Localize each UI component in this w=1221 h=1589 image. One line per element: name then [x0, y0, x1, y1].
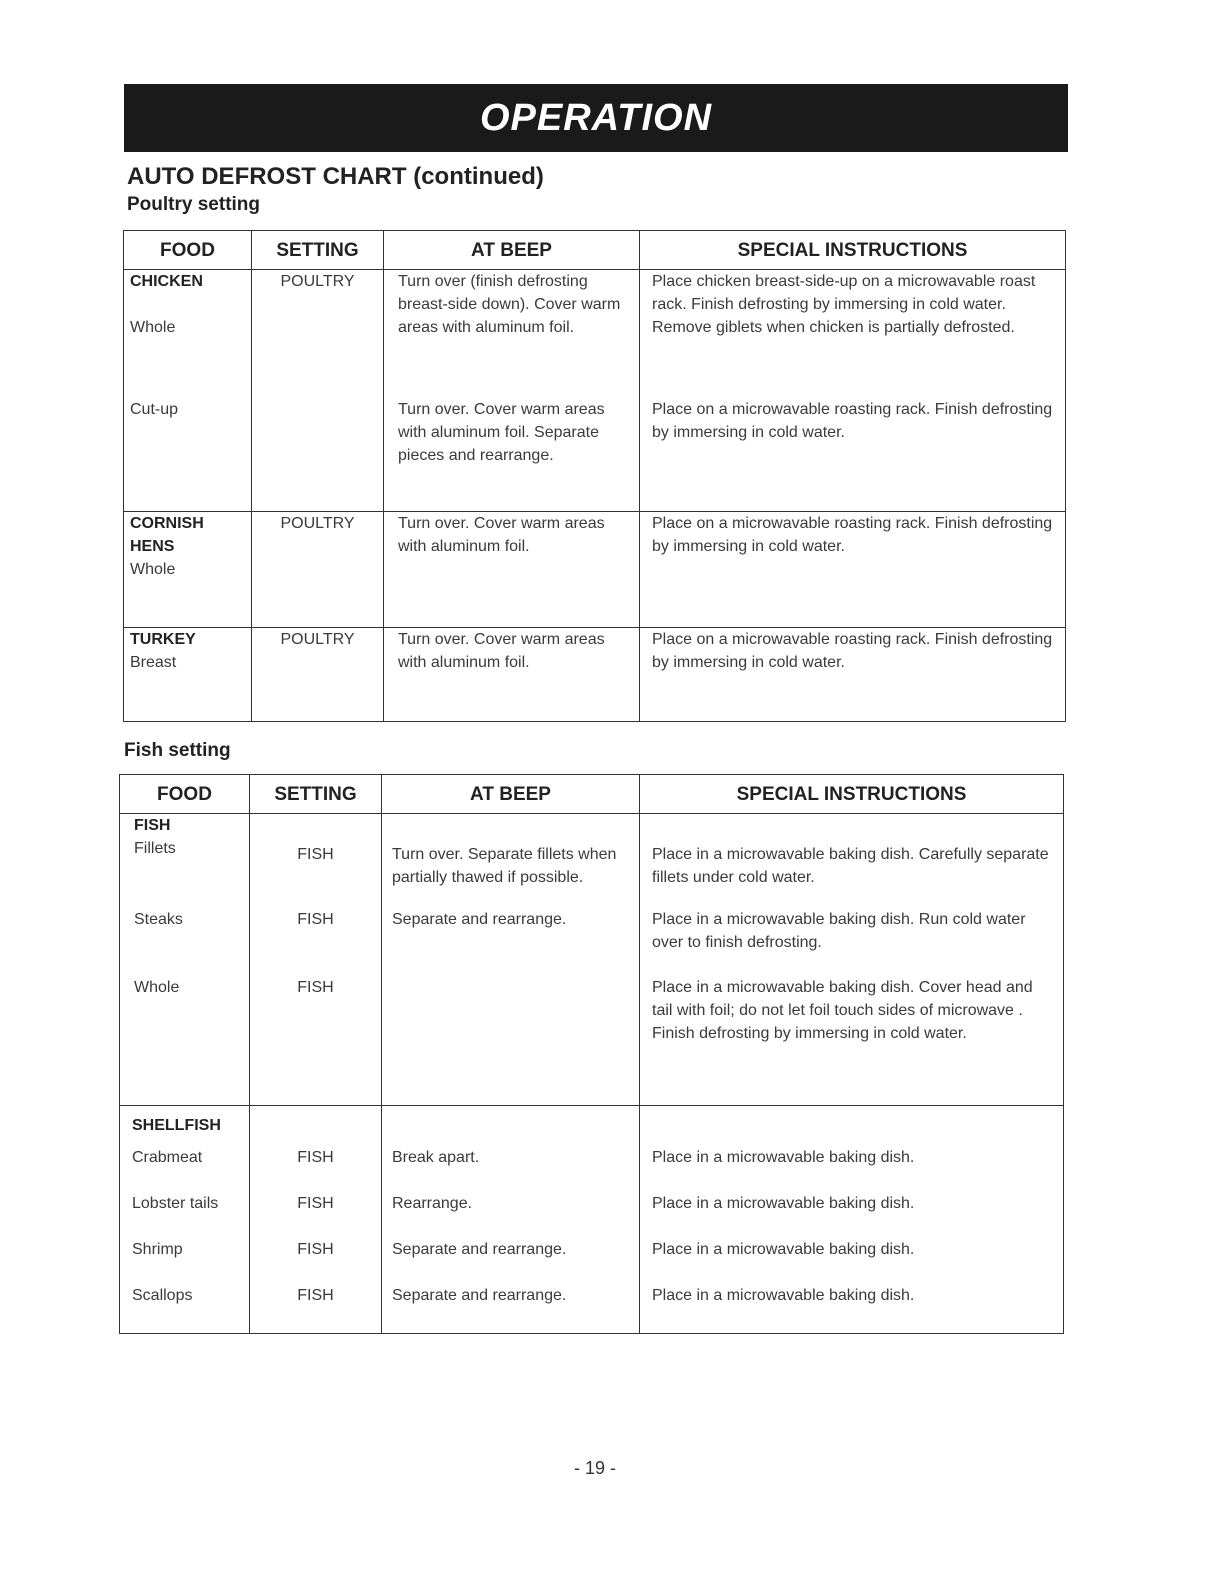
page-number: - 19 -: [573, 1458, 616, 1478]
food-item-label: Breast: [130, 654, 177, 671]
food-group-label: FISH: [134, 817, 171, 834]
setting-cell: [250, 1106, 382, 1142]
table-row: [124, 398, 1066, 512]
table-row: [120, 1234, 1064, 1280]
table-row: [124, 628, 1066, 722]
food-cell: [124, 270, 252, 398]
at-beep-cell: Turn over. Cover warm areas with aluminum foil.: [384, 628, 640, 722]
food-cell: Steaks: [120, 908, 250, 976]
food-group-label: HENS: [130, 538, 175, 555]
setting-cell: POULTRY: [252, 270, 384, 398]
table-row: [124, 270, 1066, 398]
food-item-label: Whole: [130, 319, 176, 336]
food-cell: Shrimp: [120, 1234, 250, 1280]
banner-title: OPERATION: [479, 96, 713, 139]
special-instructions-cell: Place in a microwavable baking dish. Cover head and tail with foil; do not let foil touch sides of microwave . Finish defrosting by immersing in cold water.: [640, 976, 1064, 1106]
fish-header-setting: SETTING: [250, 775, 382, 814]
poultry-header-row: [124, 231, 1066, 270]
food-cell: Crabmeat: [120, 1142, 250, 1188]
at-beep-cell: Separate and rearrange.: [382, 1280, 640, 1334]
at-beep-cell: Rearrange.: [382, 1188, 640, 1234]
poultry-header-setting: SETTING: [252, 231, 384, 270]
poultry-subtitle: Poultry setting: [127, 194, 261, 215]
at-beep-cell: Turn over. Cover warm areas with aluminum foil.: [384, 512, 640, 628]
at-beep-cell: [382, 1106, 640, 1142]
food-cell: [120, 814, 250, 908]
table-row: [120, 1106, 1064, 1142]
special-instructions-cell: Place in a microwavable baking dish.: [640, 1234, 1064, 1280]
food-group-label: SHELLFISH: [132, 1117, 221, 1134]
poultry-header-food: FOOD: [124, 231, 252, 270]
poultry-header-at-beep: AT BEEP: [384, 231, 640, 270]
food-group-label: CORNISH: [130, 515, 204, 532]
special-instructions-cell: Place in a microwavable baking dish.: [640, 1188, 1064, 1234]
table-row: [120, 814, 1064, 908]
setting-cell: FISH: [250, 1142, 382, 1188]
poultry-header-special: SPECIAL INSTRUCTIONS: [640, 231, 1066, 270]
food-cell: [124, 512, 252, 628]
fish-table: [119, 774, 1064, 1334]
special-instructions-cell: Place chicken breast-side-up on a microwavable roast rack. Finish defrosting by immersing in cold water. Remove giblets when chicken is partially defrosted.: [640, 270, 1066, 398]
at-beep-cell: Turn over (finish defrosting breast-side down). Cover warm areas with aluminum foil.: [384, 270, 640, 398]
food-cell: Whole: [120, 976, 250, 1106]
food-group-label: TURKEY: [130, 631, 196, 648]
at-beep-cell: Turn over. Separate fillets when partially thawed if possible.: [382, 814, 640, 908]
special-instructions-cell: Place in a microwavable baking dish.: [640, 1142, 1064, 1188]
setting-cell: FISH: [250, 1234, 382, 1280]
setting-cell: FISH: [250, 908, 382, 976]
special-instructions-cell: Place on a microwavable roasting rack. Finish defrosting by immersing in cold water.: [640, 512, 1066, 628]
operation-banner: [124, 84, 1068, 152]
fish-header-special: SPECIAL INSTRUCTIONS: [640, 775, 1064, 814]
food-cell: [120, 1106, 250, 1142]
at-beep-cell: Separate and rearrange.: [382, 1234, 640, 1280]
at-beep-cell: Separate and rearrange.: [382, 908, 640, 976]
table-row: [124, 512, 1066, 628]
special-instructions-cell: Place on a microwavable roasting rack. Finish defrosting by immersing in cold water.: [640, 398, 1066, 512]
setting-cell: FISH: [250, 814, 382, 908]
food-cell: Lobster tails: [120, 1188, 250, 1234]
at-beep-cell: [382, 976, 640, 1106]
page-title: AUTO DEFROST CHART (continued): [127, 163, 544, 190]
food-cell: Scallops: [120, 1280, 250, 1334]
table-row: [120, 1188, 1064, 1234]
table-row: [120, 976, 1064, 1106]
fish-header-row: [120, 775, 1064, 814]
fish-header-food: FOOD: [120, 775, 250, 814]
special-instructions-cell: Place on a microwavable roasting rack. Finish defrosting by immersing in cold water.: [640, 628, 1066, 722]
poultry-table: [123, 230, 1066, 722]
setting-cell: FISH: [250, 1280, 382, 1334]
food-item-label: Whole: [130, 561, 176, 578]
food-group-label: CHICKEN: [130, 273, 203, 290]
at-beep-cell: Turn over. Cover warm areas with aluminum foil. Separate pieces and rearrange.: [384, 398, 640, 512]
setting-cell: POULTRY: [252, 628, 384, 722]
setting-cell: FISH: [250, 1188, 382, 1234]
setting-cell: POULTRY: [252, 512, 384, 628]
fish-subtitle: Fish setting: [124, 740, 231, 761]
table-row: [120, 908, 1064, 976]
special-instructions-cell: Place in a microwavable baking dish.: [640, 1280, 1064, 1334]
fish-header-at-beep: AT BEEP: [382, 775, 640, 814]
special-instructions-cell: Place in a microwavable baking dish. Run cold water over to finish defrosting.: [640, 908, 1064, 976]
special-instructions-cell: Place in a microwavable baking dish. Carefully separate fillets under cold water.: [640, 814, 1064, 908]
food-cell: Cut-up: [124, 398, 252, 512]
setting-cell: [252, 398, 384, 512]
table-row: [120, 1280, 1064, 1334]
at-beep-cell: Break apart.: [382, 1142, 640, 1188]
special-instructions-cell: [640, 1106, 1064, 1142]
food-item-label: Fillets: [134, 840, 176, 857]
setting-cell: FISH: [250, 976, 382, 1106]
table-row: [120, 1142, 1064, 1188]
food-cell: [124, 628, 252, 722]
